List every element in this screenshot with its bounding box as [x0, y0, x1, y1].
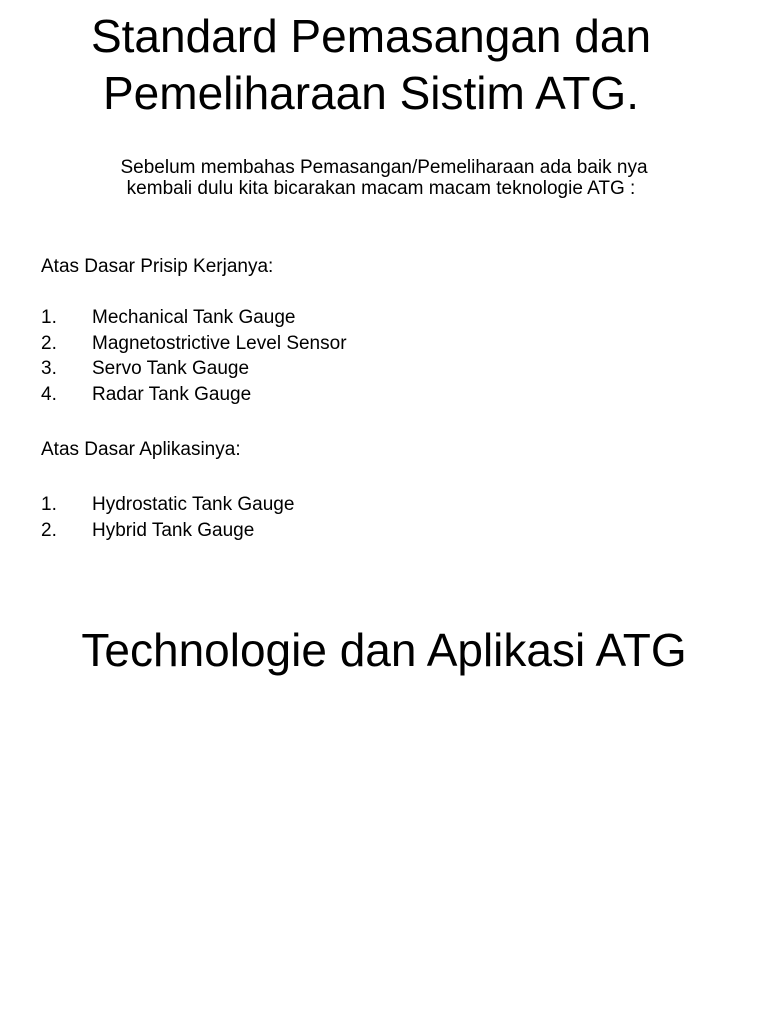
- intro-paragraph: [0, 157, 768, 199]
- list-item-text: Hybrid Tank Gauge: [92, 519, 255, 541]
- list-item-text: Magnetostrictive Level Sensor: [92, 332, 347, 354]
- list-item-number: 2.: [41, 519, 57, 541]
- application-list: [41, 492, 294, 543]
- list-item-number: 4.: [41, 383, 57, 405]
- working-principle-list: [41, 305, 347, 407]
- list-item-text: Servo Tank Gauge: [92, 358, 250, 379]
- list-item-number: 3.: [41, 358, 57, 379]
- list-item: [41, 492, 294, 518]
- list-item-text: Mechanical Tank Gauge: [92, 307, 296, 328]
- list-item: [41, 382, 347, 408]
- list-item: [41, 305, 347, 331]
- list-item: [41, 356, 347, 382]
- list-item-text: Hydrostatic Tank Gauge: [92, 494, 295, 515]
- list-item-number: 1.: [41, 307, 57, 328]
- bottom-title: Technologie dan Aplikasi ATG: [81, 624, 687, 676]
- page-title: [0, 8, 742, 122]
- list-item: [41, 331, 347, 357]
- list-item-number: 2.: [41, 332, 57, 354]
- page-title-line-1: Standard Pemasangan dan: [90, 10, 652, 62]
- list-item-text: Radar Tank Gauge: [92, 383, 252, 405]
- section-heading-application: Atas Dasar Aplikasinya:: [41, 439, 241, 460]
- intro-line-1: Sebelum membahas Pemasangan/Pemeliharaan ada baik nya: [120, 157, 648, 178]
- section-heading-working-principle: Atas Dasar Prisip Kerjanya:: [41, 256, 274, 277]
- list-item: [41, 518, 294, 544]
- intro-line-2: kembali dulu kita bicarakan macam macam teknologie ATG :: [126, 178, 636, 199]
- list-item-number: 1.: [41, 494, 57, 515]
- page-title-line-2: Pemeliharaan Sistim ATG.: [102, 67, 639, 119]
